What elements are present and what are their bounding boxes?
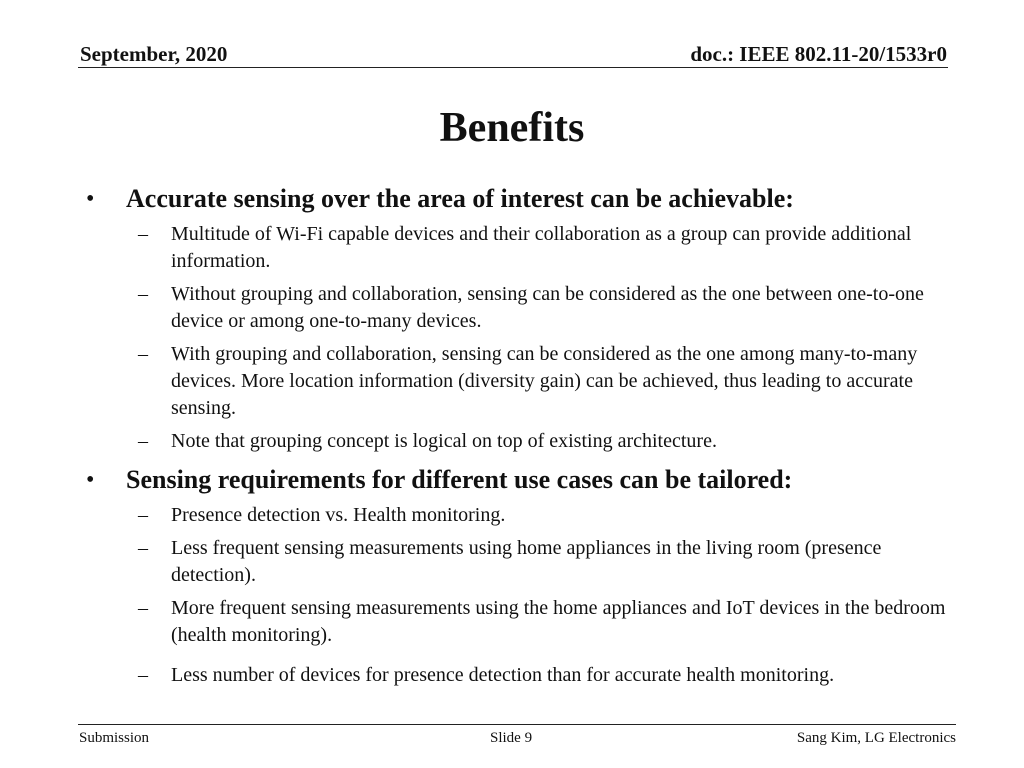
sub-bullet-marker: –: [138, 597, 148, 619]
sub-bullet-marker: –: [138, 664, 148, 686]
footer-author: Sang Kim, LG Electronics: [796, 730, 956, 746]
sub-bullet-marker: –: [138, 343, 148, 365]
sub-bullet-text: Less frequent sensing measurements using home appliances in the living room (presence detection).: [171, 537, 882, 586]
slide-title: Benefits: [439, 105, 585, 151]
footer-divider: [78, 724, 956, 725]
sub-bullet-text: More frequent sensing measurements using the home appliances and IoT devices in the bedroom (health monitoring).: [171, 597, 946, 646]
sub-bullet-text: Note that grouping concept is logical on top of existing architecture.: [171, 430, 717, 452]
sub-bullet-text: Multitude of Wi-Fi capable devices and their collaboration as a group can provide additional information.: [171, 223, 912, 272]
bullet-text: Sensing requirements for different use cases can be tailored:: [126, 465, 793, 494]
sub-bullet-marker: –: [138, 223, 148, 245]
sub-bullet-text: Less number of devices for presence detection than for accurate health monitoring.: [171, 664, 835, 686]
bullet-text: Accurate sensing over the area of interest can be achievable:: [126, 184, 794, 213]
bullet-marker: •: [86, 467, 95, 493]
footer-slide-number: Slide 9: [490, 730, 533, 746]
sub-bullet-marker: –: [138, 283, 148, 305]
sub-bullet-marker: –: [138, 504, 148, 526]
header-date: September, 2020: [80, 42, 228, 66]
sub-bullet-text: Without grouping and collaboration, sensing can be considered as the one between one-to-one device or among one-to-many devices.: [171, 283, 924, 332]
sub-bullet-marker: –: [138, 537, 148, 559]
header-divider: [78, 67, 948, 68]
header-doc-id: doc.: IEEE 802.11-20/1533r0: [690, 42, 947, 66]
sub-bullet-marker: –: [138, 430, 148, 452]
bullet-marker: •: [86, 186, 95, 212]
sub-bullet-text: With grouping and collaboration, sensing can be considered as the one among many-to-many devices. More location information (diversity gain) can be achieved, thus leading to accurate sensing.: [171, 343, 918, 419]
footer-submission: Submission: [79, 730, 150, 746]
sub-bullet-text: Presence detection vs. Health monitoring.: [171, 504, 506, 526]
